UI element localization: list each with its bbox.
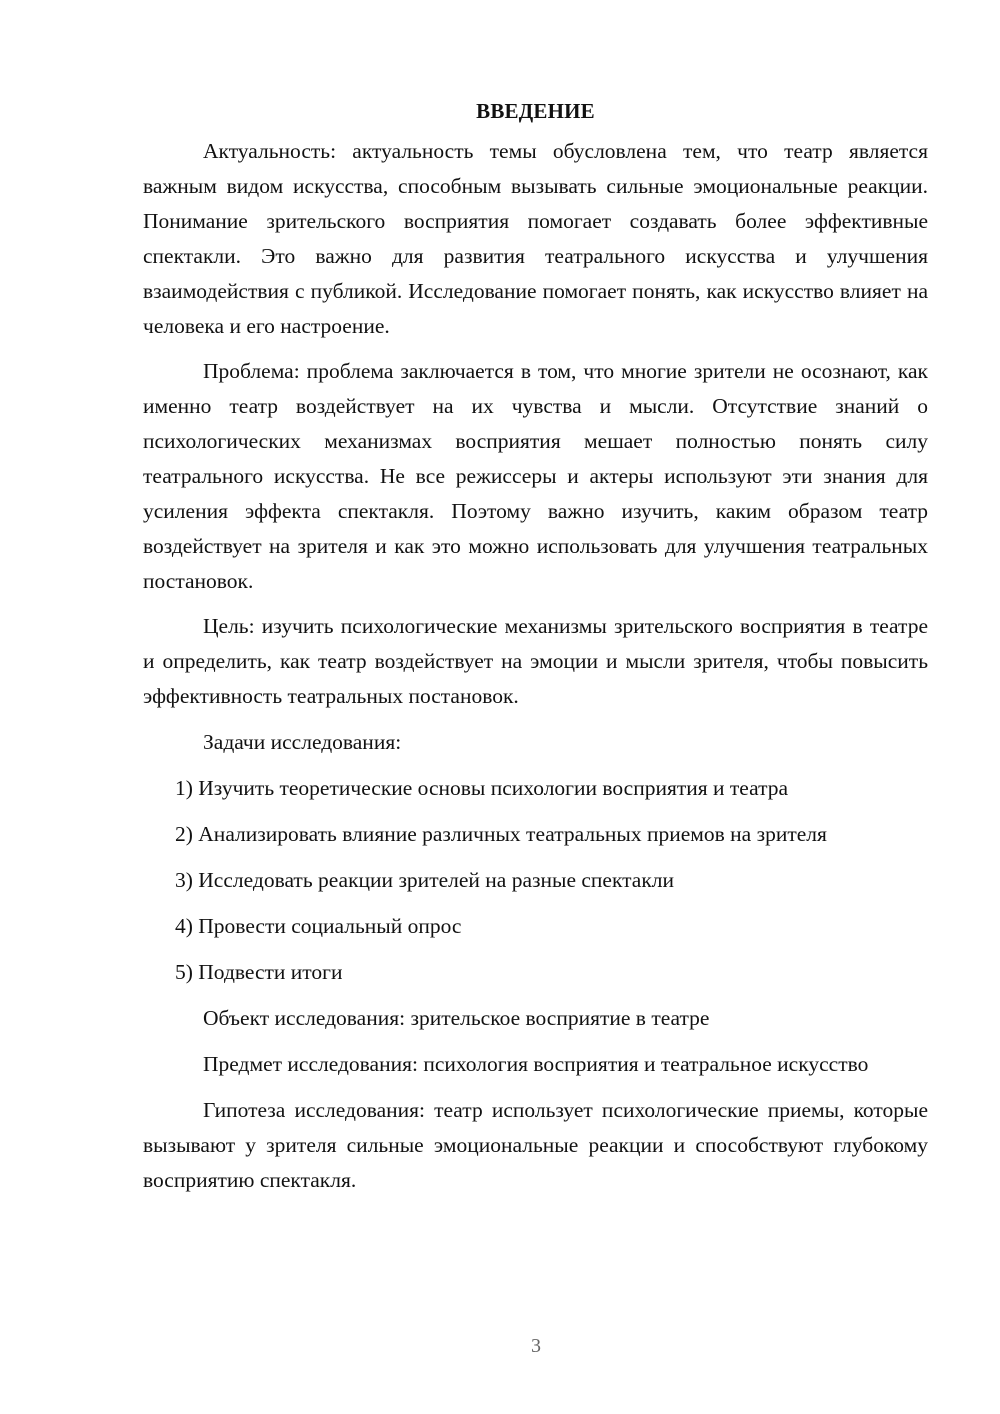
section-title: ВВЕДЕНИЕ xyxy=(476,99,595,123)
task-item-4: 4) Провести социальный опрос xyxy=(175,914,462,938)
relevance-paragraph: Актуальность: актуальность темы обусловлена тем, что театр является важным видом искусства, способным вызывать сильные эмоциональные реакции. Понимание зрительского восприятия помогает создавать более эффективные спектакли. Это важно для развития театрального искусства и улучшения взаимодействия с публикой. Исследование помогает понять, как искусство влияет на человека и его настроение. xyxy=(143,139,928,338)
page-content xyxy=(143,95,928,1198)
goal-paragraph: Цель: изучить психологические механизмы зрительского восприятия в театре и определить, как театр воздействует на эмоции и мысли зрителя, чтобы повысить эффективность театральных постановок. xyxy=(143,614,928,708)
tasks-heading: Задачи исследования: xyxy=(203,730,402,754)
page-number: 3 xyxy=(531,1335,541,1357)
task-item-2: 2) Анализировать влияние различных театральных приемов на зрителя xyxy=(175,822,827,846)
hypothesis-paragraph: Гипотеза исследования: театр использует психологические приемы, которые вызывают у зрителя сильные эмоциональные реакции и способствуют глубокому восприятию спектакля. xyxy=(143,1098,928,1192)
object-paragraph: Объект исследования: зрительское восприятие в театре xyxy=(203,1006,710,1030)
task-item-3: 3) Исследовать реакции зрителей на разные спектакли xyxy=(175,868,674,892)
task-item-1: 1) Изучить теоретические основы психологии восприятия и театра xyxy=(175,776,789,800)
problem-paragraph: Проблема: проблема заключается в том, что многие зрители не осознают, как именно театр воздействует на их чувства и мысли. Отсутствие знаний о психологических механизмах восприятия мешает полностью понять силу театрального искусства. Не все режиссеры и актеры используют эти знания для усиления эффекта спектакля. Поэтому важно изучить, каким образом театр воздействует на зрителя и как это можно использовать для улучшения театральных постановок. xyxy=(143,359,928,593)
subject-paragraph: Предмет исследования: психология восприятия и театральное искусство xyxy=(203,1052,869,1076)
task-item-5: 5) Подвести итоги xyxy=(175,960,343,984)
